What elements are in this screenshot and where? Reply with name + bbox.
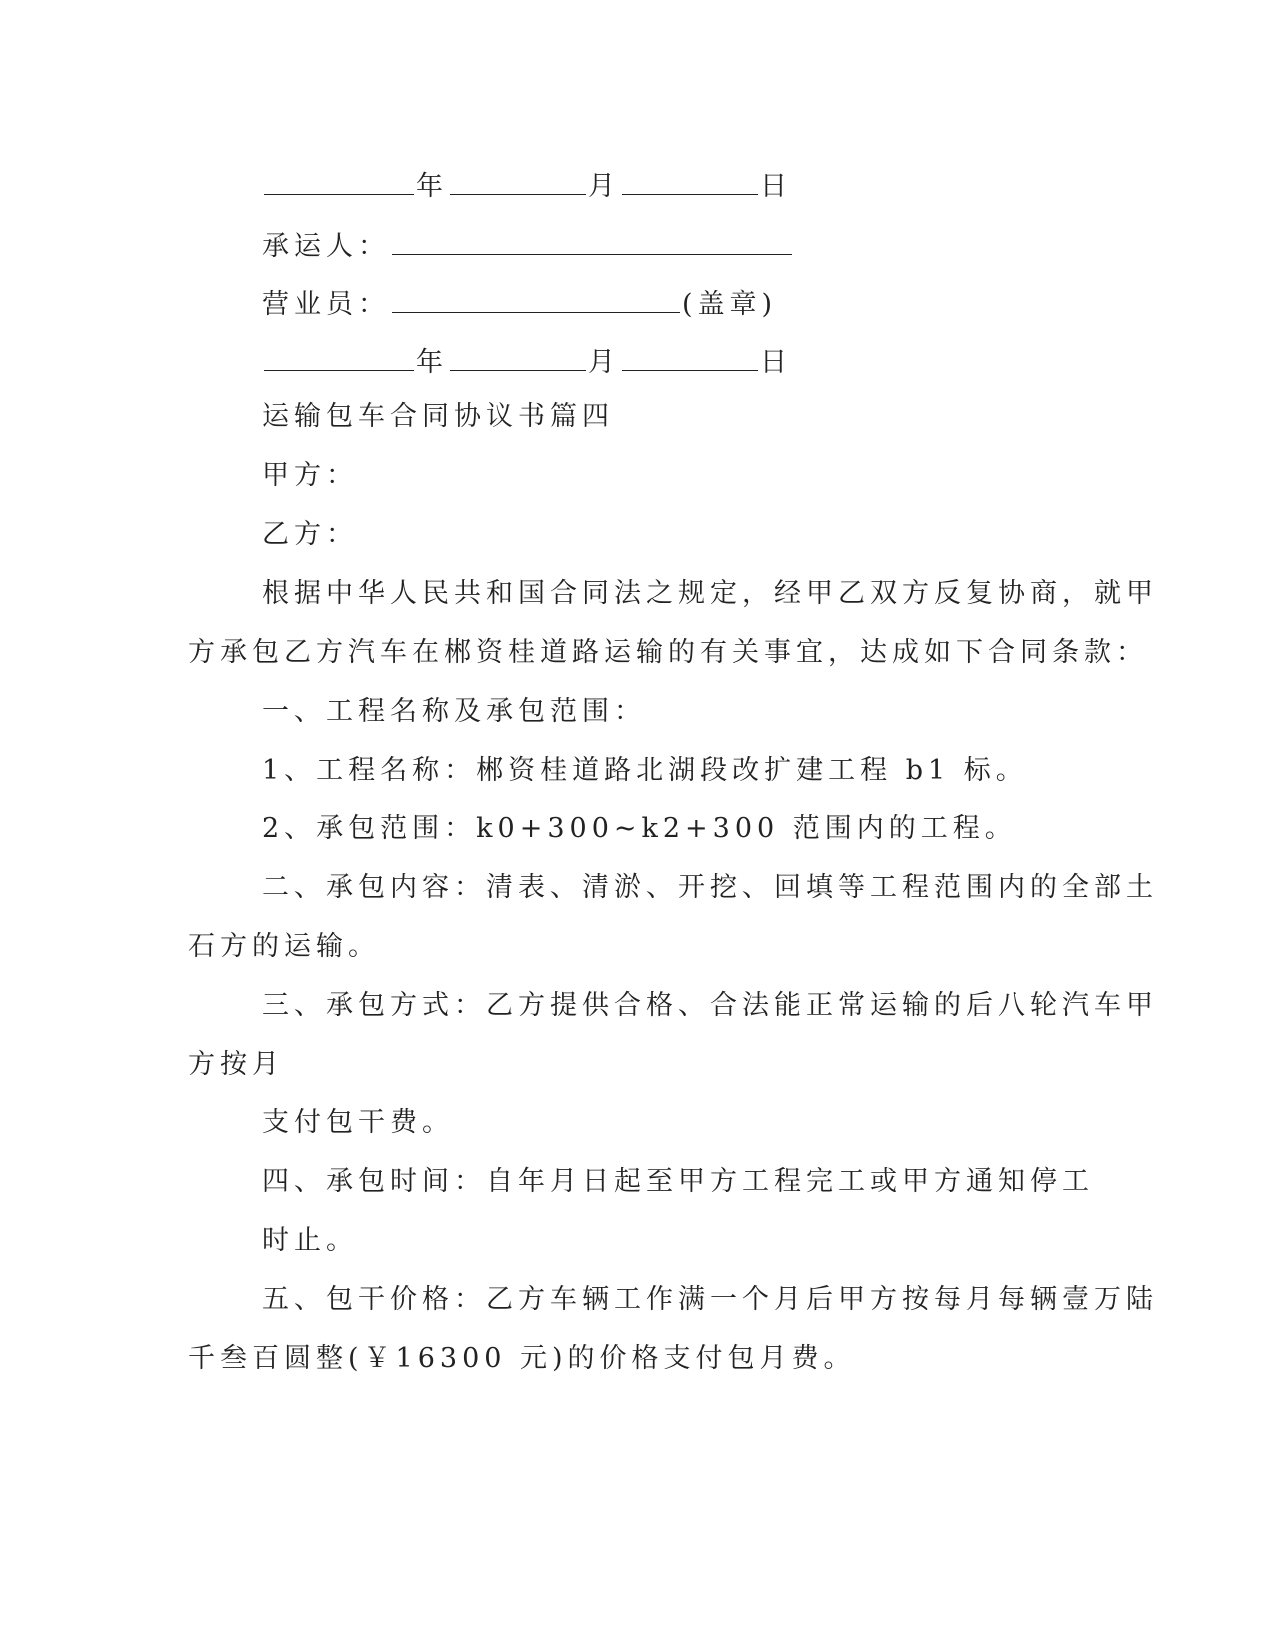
paragraph-line: 三、承包方式：乙方提供合格、合法能正常运输的后八轮汽车甲 [262, 990, 1158, 1021]
signature-date-line-2 [262, 344, 792, 376]
day-blank [622, 168, 758, 195]
month-label: 月 [588, 171, 620, 202]
clerk-blank [392, 286, 680, 313]
paragraph-line: 1、工程名称：郴资桂道路北湖段改扩建工程 b1 标。 [262, 755, 1028, 786]
carrier-line [262, 228, 794, 260]
month-blank [450, 344, 586, 371]
paragraph-line: 时止。 [262, 1225, 358, 1256]
party-a-label: 甲方： [262, 460, 358, 491]
clerk-label: 营业员： [262, 289, 390, 320]
paragraph-line: 二、承包内容：清表、清淤、开挖、回填等工程范围内的全部土 [262, 872, 1158, 903]
paragraph-line: 根据中华人民共和国合同法之规定，经甲乙双方反复协商，就甲 [262, 578, 1158, 609]
paragraph-line: 一、工程名称及承包范围： [262, 696, 646, 727]
day-label: 日 [760, 347, 792, 378]
carrier-label: 承运人： [262, 231, 390, 262]
carrier-blank [392, 228, 792, 255]
party-b-label: 乙方： [262, 519, 358, 550]
paragraph-line: 千叁百圆整(￥16300 元)的价格支付包月费。 [188, 1343, 856, 1374]
paragraph-line: 方按月 [188, 1049, 284, 1080]
paragraph-line: 五、包干价格：乙方车辆工作满一个月后甲方按每月每辆壹万陆 [262, 1284, 1158, 1315]
year-blank [264, 168, 414, 195]
month-label: 月 [588, 347, 620, 378]
month-blank [450, 168, 586, 195]
paragraph-line: 方承包乙方汽车在郴资桂道路运输的有关事宜，达成如下合同条款： [188, 637, 1148, 668]
clerk-seal: (盖章) [682, 289, 778, 320]
signature-date-line-1 [262, 168, 792, 200]
paragraph-line: 石方的运输。 [188, 931, 380, 962]
day-blank [622, 344, 758, 371]
section-title: 运输包车合同协议书篇四 [262, 401, 614, 432]
paragraph-line: 四、承包时间：自年月日起至甲方工程完工或甲方通知停工 [262, 1166, 1094, 1197]
paragraph-line: 支付包干费。 [262, 1107, 454, 1138]
day-label: 日 [760, 171, 792, 202]
year-label: 年 [416, 171, 448, 202]
year-label: 年 [416, 347, 448, 378]
paragraph-line: 2、承包范围：k0+300~k2+300 范围内的工程。 [262, 813, 1017, 844]
clerk-line [262, 286, 777, 318]
year-blank [264, 344, 414, 371]
